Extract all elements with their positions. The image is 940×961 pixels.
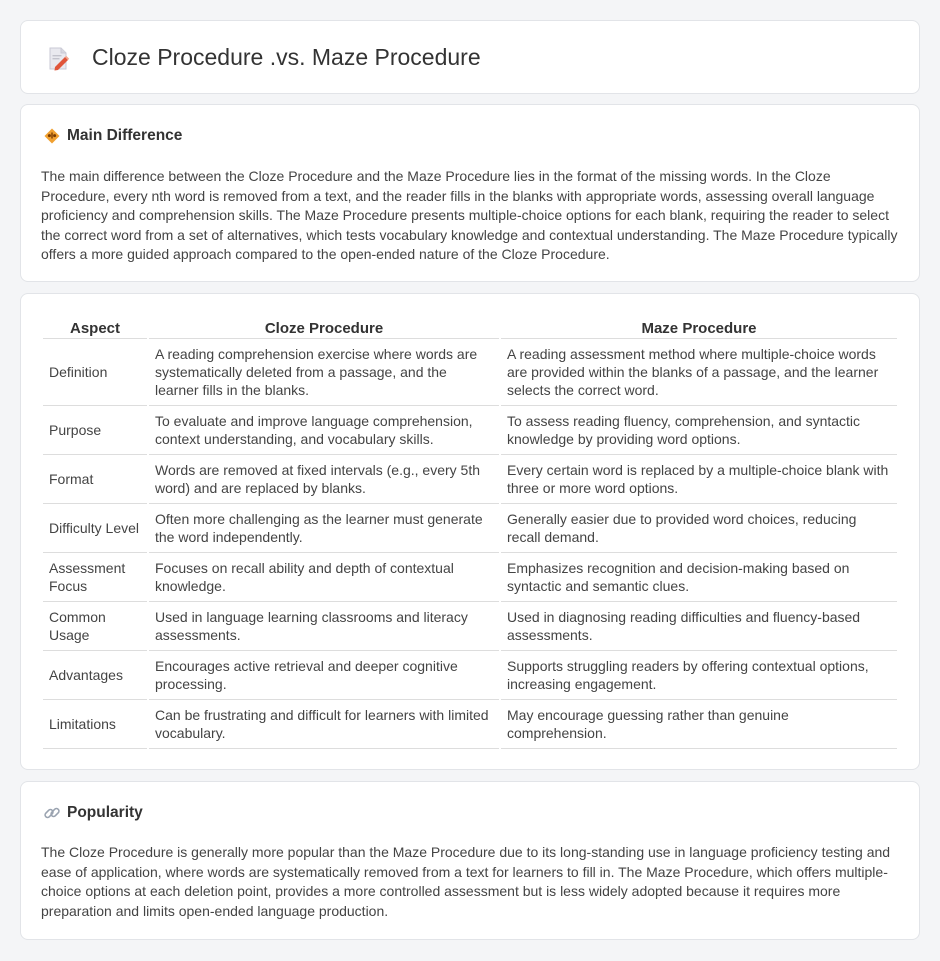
table-row xyxy=(43,339,897,406)
maze-cell: May encourage guessing rather than genuine comprehension. xyxy=(501,700,897,749)
page-title: Cloze Procedure .vs. Maze Procedure xyxy=(92,44,481,70)
maze-cell: Every certain word is replaced by a multiple-choice blank with three or more word options. xyxy=(501,455,897,504)
cloze-cell: To evaluate and improve language comprehension, context understanding, and vocabulary skills. xyxy=(149,406,499,455)
table-row xyxy=(43,455,897,504)
table-row xyxy=(43,553,897,602)
maze-cell: Used in diagnosing reading difficulties and fluency-based assessments. xyxy=(501,602,897,651)
cloze-cell: Focuses on recall ability and depth of contextual knowledge. xyxy=(149,553,499,602)
popularity-heading xyxy=(43,804,143,822)
comparison-table xyxy=(41,317,899,749)
aspect-cell: Common Usage xyxy=(43,602,147,651)
main-difference-heading xyxy=(43,127,182,145)
table-header-row xyxy=(43,317,897,339)
table-row xyxy=(43,602,897,651)
maze-cell: Emphasizes recognition and decision-making based on syntactic and semantic clues. xyxy=(501,553,897,602)
maze-cell: Supports struggling readers by offering contextual options, increasing engagement. xyxy=(501,651,897,700)
cloze-cell: Encourages active retrieval and deeper cognitive processing. xyxy=(149,651,499,700)
header-maze: Maze Procedure xyxy=(501,317,897,339)
cloze-cell: Often more challenging as the learner must generate the word independently. xyxy=(149,504,499,553)
aspect-cell: Assessment Focus xyxy=(43,553,147,602)
table-row xyxy=(43,504,897,553)
maze-cell: To assess reading fluency, comprehension, and syntactic knowledge by providing word options. xyxy=(501,406,897,455)
cloze-cell: Can be frustrating and difficult for learners with limited vocabulary. xyxy=(149,700,499,749)
main-difference-text: The main difference between the Cloze Procedure and the Maze Procedure lies in the format of the missing words. In the Cloze Procedure, every nth word is removed from a text, and the reader fills in the blanks with appropriate words, assessing overall language proficiency and comprehension skills. The Maze Procedure presents multiple-choice options for each blank, requiring the reader to select the correct word from a set of alternatives, which tests vocabulary knowledge and contextual understanding. The Maze Procedure typically offers a more guided approach compared to the open-ended nature of the Cloze Procedure. xyxy=(41,168,898,263)
table-row xyxy=(43,651,897,700)
aspect-cell: Advantages xyxy=(43,651,147,700)
aspect-cell: Limitations xyxy=(43,700,147,749)
main-difference-card xyxy=(20,104,920,282)
popularity-card xyxy=(20,781,920,940)
table-row xyxy=(43,700,897,749)
link-icon xyxy=(43,804,61,822)
maze-cell: Generally easier due to provided word choices, reducing recall demand. xyxy=(501,504,897,553)
warning-diamond-icon xyxy=(43,127,61,145)
popularity-text: The Cloze Procedure is generally more popular than the Maze Procedure due to its long-standing use in language proficiency testing and ease of application, where words are systematically removed from a text for learners to fill in. The Maze Procedure, which offers multiple-choice options at each deletion point, provides a more controlled assessment but is less widely adopted because it requires more preparation and limits open-ended language production. xyxy=(41,844,891,919)
document-pencil-icon xyxy=(48,47,70,71)
main-difference-title: Main Difference xyxy=(67,127,183,144)
maze-cell: A reading assessment method where multiple-choice words are provided within the blanks of a passage, and the learner selects the correct word. xyxy=(501,339,897,406)
header-cloze: Cloze Procedure xyxy=(149,317,499,339)
popularity-title: Popularity xyxy=(67,804,143,821)
aspect-cell: Definition xyxy=(43,339,147,406)
table-row xyxy=(43,406,897,455)
comparison-card xyxy=(20,293,920,770)
header-card xyxy=(20,20,920,94)
cloze-cell: Words are removed at fixed intervals (e.g., every 5th word) and are replaced by blanks. xyxy=(149,455,499,504)
aspect-cell: Format xyxy=(43,455,147,504)
cloze-cell: Used in language learning classrooms and literacy assessments. xyxy=(149,602,499,651)
aspect-cell: Difficulty Level xyxy=(43,504,147,553)
cloze-cell: A reading comprehension exercise where words are systematically deleted from a passage, and the learner fills in the blanks. xyxy=(149,339,499,406)
header-aspect: Aspect xyxy=(43,317,147,339)
aspect-cell: Purpose xyxy=(43,406,147,455)
